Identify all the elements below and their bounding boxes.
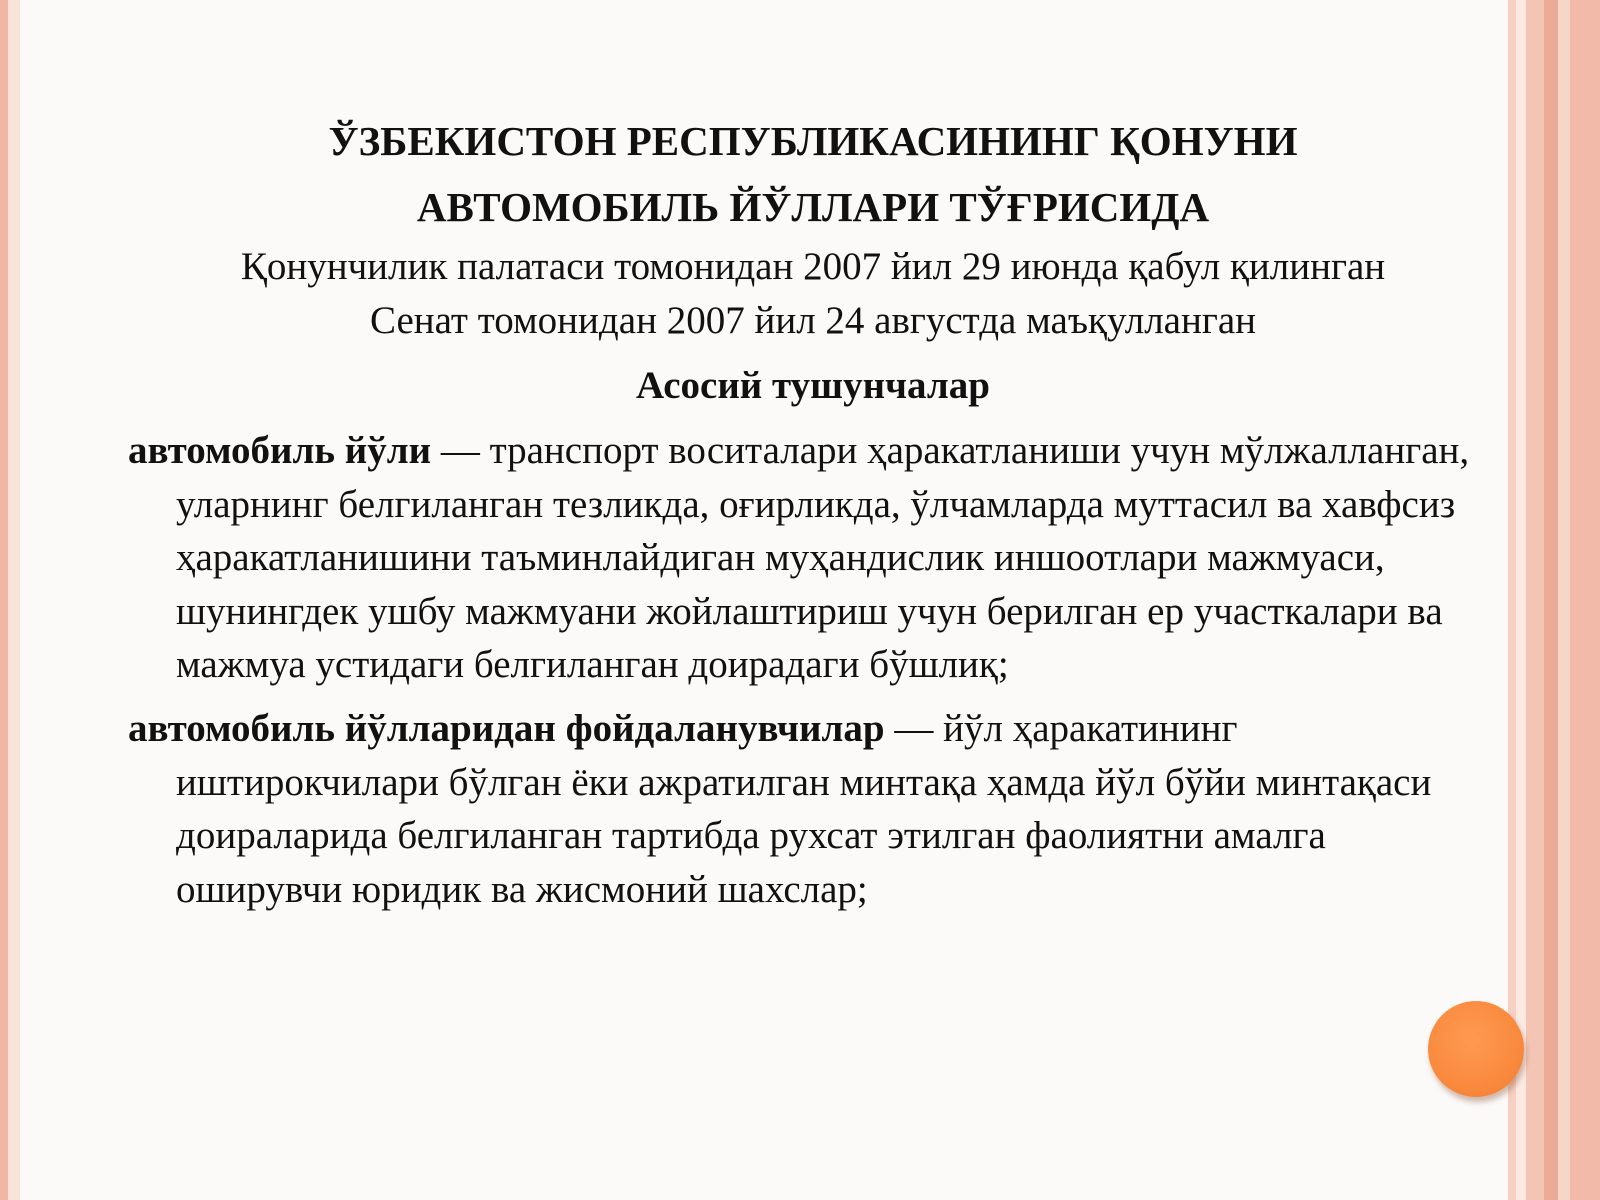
law-title-line-1: ЎЗБЕКИСТОН РЕСПУБЛИКАСИНИНГ ҚОНУНИ [328,118,1298,164]
law-title-line-2: АВТОМОБИЛЬ ЙЎЛЛАРИ ТЎҒРИСИДА [416,184,1210,230]
left-border-decoration-inner [8,0,20,1200]
orange-circle-decoration [1428,1001,1524,1097]
right-stripe-decoration [1516,0,1526,1200]
definition-term: автомобиль йўли [128,429,432,472]
definition-item [128,702,1478,916]
left-border-decoration [0,0,8,1200]
section-heading: Асосий тушунчалар [636,364,990,407]
definition-text: — йўл ҳаракатининг иштирокчилари бўлган ёки ажратилган минтақа ҳамда йўл бўйи минтақаси доираларида белгиланган тартибда рухсат этилган фаолиятни амалга оширувчи юридик ва жисмоний шахслар; [176,706,1432,911]
right-stripe-decoration [1544,0,1558,1200]
definition-item [128,424,1478,692]
right-stripe-decoration [1570,0,1600,1200]
definition-term: автомобиль йўлларидан фойдаланувчилар [128,706,885,750]
right-stripe-decoration [1558,0,1570,1200]
right-stripe-decoration [1526,0,1544,1200]
definition-text: — транспорт воситалари ҳаракатланиши учун мўлжалланган, уларнинг белгиланган тезликда, оғирликда, ўлчамларда муттасил ва хавфсиз ҳаракатланишини таъминлайдиган муҳандислик иншоотлари мажмуаси, шунингдек ушбу мажмуани жойлаштириш учун берилган ер участкалари ва мажмуа устидаги белгиланган доирадаги бўшлиқ; [176,429,1470,687]
slide-content [128,108,1478,916]
approval-note: Сенат томонидан 2007 йил 24 августда маъқулланган [369,299,1257,342]
adoption-note: Қонунчилик палатаси томонидан 2007 йил 29 июнда қабул қилинган [240,245,1386,288]
